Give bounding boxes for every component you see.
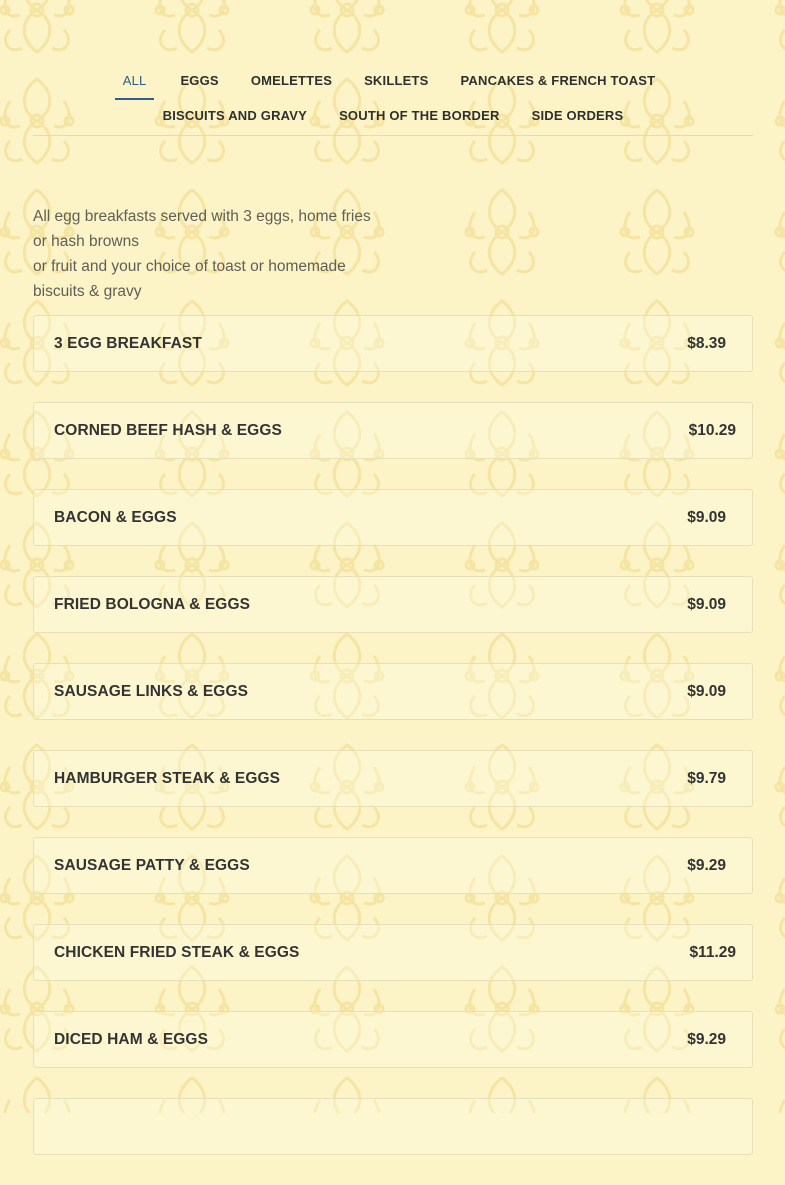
menu-item-price: $9.29 xyxy=(687,857,726,874)
menu-item-price: $9.09 xyxy=(687,596,726,613)
menu-item-price: $9.79 xyxy=(687,770,726,787)
menu-item-name: CORNED BEEF HASH & EGGS xyxy=(54,422,282,439)
menu-item-price: $9.29 xyxy=(687,1031,726,1048)
menu-item[interactable] xyxy=(33,663,753,720)
menu-item[interactable] xyxy=(33,837,753,894)
category-tabs xyxy=(33,62,753,136)
tab-pancakes-french-toast[interactable]: PANCAKES & FRENCH TOAST xyxy=(460,73,656,88)
tab-biscuits-and-gravy[interactable]: BISCUITS AND GRAVY xyxy=(162,108,308,123)
description-line: biscuits & gravy xyxy=(33,283,142,300)
menu-item-name: FRIED BOLOGNA & EGGS xyxy=(54,596,251,613)
menu-item-price: $8.39 xyxy=(687,335,726,352)
menu-item-name: SAUSAGE LINKS & EGGS xyxy=(54,683,249,700)
tab-side-orders[interactable]: SIDE ORDERS xyxy=(531,108,624,123)
description-line: All egg breakfasts served with 3 eggs, home fries xyxy=(33,208,371,225)
category-tabs-row-1 xyxy=(33,62,753,100)
menu-item-list xyxy=(33,315,753,1185)
menu-item-name: CHICKEN FRIED STEAK & EGGS xyxy=(54,944,300,961)
menu-item[interactable] xyxy=(33,402,753,459)
menu-item-name: DICED HAM & EGGS xyxy=(54,1031,209,1048)
menu-item[interactable] xyxy=(33,750,753,807)
menu-item[interactable] xyxy=(33,1098,753,1155)
menu-item[interactable] xyxy=(33,924,753,981)
tab-all[interactable]: ALL xyxy=(115,62,155,100)
category-tabs-row-2 xyxy=(33,98,753,134)
tab-eggs[interactable]: EGGS xyxy=(180,73,219,88)
menu-item-price: $9.09 xyxy=(687,683,726,700)
menu-item-price: $9.09 xyxy=(687,509,726,526)
description-line: or hash browns xyxy=(33,233,139,250)
menu-item[interactable] xyxy=(33,1011,753,1068)
menu-item[interactable] xyxy=(33,576,753,633)
tab-omelettes[interactable]: OMELETTES xyxy=(250,73,333,88)
menu-item-price: $11.29 xyxy=(689,944,736,961)
menu-item-price: $10.29 xyxy=(688,422,736,439)
menu-item-name: HAMBURGER STEAK & EGGS xyxy=(54,770,281,787)
menu-item[interactable] xyxy=(33,315,753,372)
description-line: or fruit and your choice of toast or homemade xyxy=(33,258,346,275)
tab-south-of-the-border[interactable]: SOUTH OF THE BORDER xyxy=(339,108,500,123)
menu-item[interactable] xyxy=(33,489,753,546)
menu-item-name: 3 EGG BREAKFAST xyxy=(54,335,202,352)
tab-skillets[interactable]: SKILLETS xyxy=(364,73,429,88)
section-description xyxy=(33,204,393,304)
menu-item-name: BACON & EGGS xyxy=(54,509,177,526)
menu-item-name: SAUSAGE PATTY & EGGS xyxy=(54,857,250,874)
